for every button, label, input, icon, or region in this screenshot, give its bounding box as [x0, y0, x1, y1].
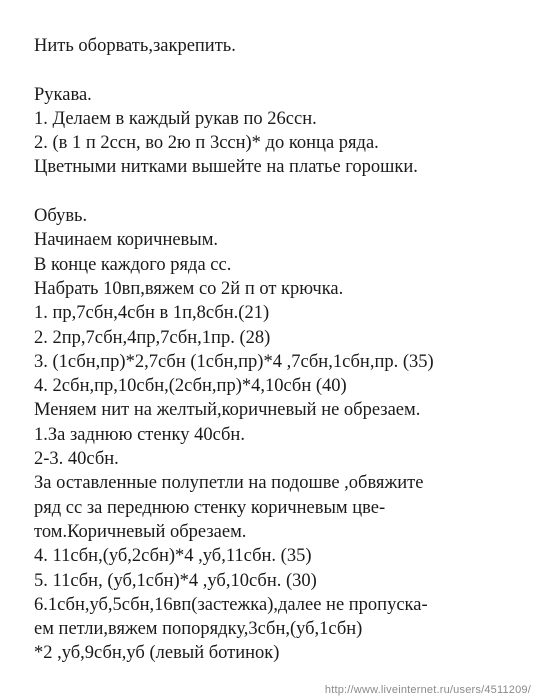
intro-line: Нить оборвать,закрепить.: [34, 36, 236, 56]
sleeves-line: 2. (в 1 п 2ссн, во 2ю п 3ссн)* до конца ряда.: [34, 133, 379, 154]
source-watermark: http://www.liveinternet.ru/users/4511209/: [324, 684, 531, 696]
shoes-line: ряд сс за переднюю стенку коричневым цве-: [34, 497, 386, 518]
instructions-text: [34, 34, 524, 666]
sleeves-heading: Рукава.: [34, 84, 92, 105]
shoes-line: В конце каждого ряда сс.: [34, 254, 232, 275]
shoes-heading: Обувь.: [34, 206, 88, 227]
shoes-line: 1.За заднюю стенку 40сбн.: [34, 424, 245, 445]
shoes-line: 4. 2сбн,пр,10сбн,(2сбн,пр)*4,10сбн (40): [34, 376, 347, 397]
shoes-line: За оставленные полупетли на подошве ,обвяжите: [34, 473, 424, 494]
shoes-line: Начинаем коричневым.: [34, 230, 219, 251]
shoes-line: *2 ,уб,9сбн,уб (левый ботинок): [34, 643, 280, 664]
shoes-line: 6.1сбн,уб,5сбн,16вп(застежка),далее не пропуска-: [34, 594, 428, 615]
shoes-line: 2-3. 40сбн.: [34, 449, 119, 470]
paragraph-gap: [34, 180, 524, 204]
sleeves-line: 1. Делаем в каждый рукав по 26ссн.: [34, 108, 317, 129]
shoes-line: 4. 11сбн,(уб,2сбн)*4 ,уб,11сбн. (35): [34, 546, 312, 567]
shoes-line: Набрать 10вп,вяжем со 2й п от крючка.: [34, 278, 344, 299]
shoes-line: ем петли,вяжем попорядку,3сбн,(уб,1сбн): [34, 619, 363, 640]
shoes-line: 3. (1сбн,пр)*2,7сбн (1сбн,пр)*4 ,7сбн,1сбн,пр. (35): [34, 351, 434, 372]
shoes-line: том.Коричневый обрезаем.: [34, 521, 247, 542]
paragraph-gap: [34, 58, 524, 82]
shoes-line: 5. 11сбн, (уб,1сбн)*4 ,уб,10сбн. (30): [34, 570, 317, 591]
sleeves-line: Цветными нитками вышейте на платье горошки.: [34, 157, 418, 178]
shoes-line: 1. пр,7сбн,4сбн в 1п,8сбн.(21): [34, 303, 270, 324]
shoes-line: Меняем нит на желтый,коричневый не обрезаем.: [34, 400, 421, 421]
shoes-line: 2. 2пр,7сбн,4пр,7сбн,1пр. (28): [34, 327, 271, 348]
